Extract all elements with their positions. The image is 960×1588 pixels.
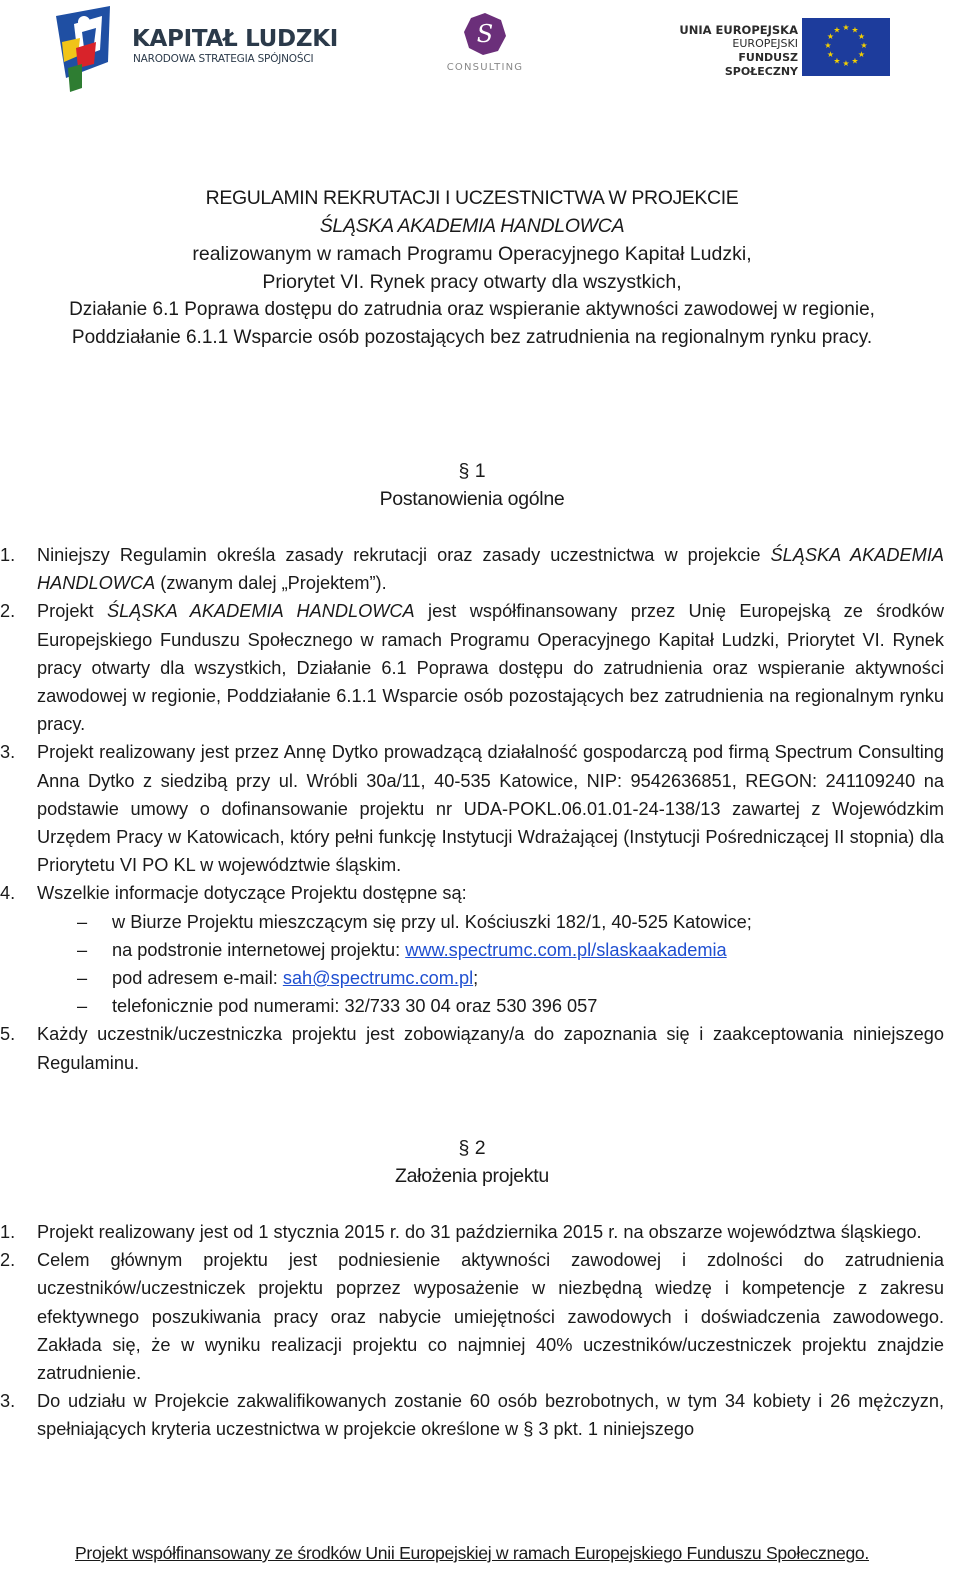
eu-flag-icon <box>802 18 890 76</box>
item-text: Do udziału w Projekcie zakwalifikowanych zostanie 60 osób bezrobotnych, w tym 34 kobiety i 26 mężczyzn, spełniających kryteria uczestnictwa w projekcie określone w § 3 pkt. 1 niniejszego <box>37 1391 944 1440</box>
email-label: pod adresem e-mail: <box>112 968 283 989</box>
svg-text:★: ★ <box>833 25 841 35</box>
list-item <box>0 1246 944 1387</box>
eu-caption <box>676 23 798 79</box>
section-1-heading <box>0 457 944 513</box>
item-text: Niniejszy Regulamin określa zasady rekrutacji oraz zasady uczestnictwa w projekcie <box>37 545 771 565</box>
svg-text:★: ★ <box>826 32 835 41</box>
title-project-name: ŚLĄSKA AKADEMIA HANDLOWCA <box>319 215 625 237</box>
kapital-ludzki-logo <box>52 2 342 92</box>
item-number: 1. <box>0 545 16 565</box>
section-2-name: Założenia projektu <box>395 1165 549 1187</box>
list-item <box>0 1020 944 1076</box>
email-suffix: ; <box>473 968 479 989</box>
contact-website <box>37 936 944 964</box>
title-line-5: Działanie 6.1 Poprawa dostępu do zatrudnia oraz wspieranie aktywności zawodowej w regionie, <box>69 299 875 320</box>
title-line-4: Priorytet VI. Rynek pracy otwarty dla wszystkich, <box>262 271 682 293</box>
section-2-symbol: § 2 <box>458 1137 486 1159</box>
title-line-3: realizowanym w ramach Programu Operacyjnego Kapitał Ludzki, <box>192 243 752 265</box>
svg-text:★: ★ <box>857 50 866 59</box>
svg-text:★: ★ <box>851 25 859 35</box>
item-text: Projekt <box>37 601 107 622</box>
eu-line3: FUNDUSZ SPOŁECZNY <box>724 51 798 78</box>
contact-sublist <box>37 908 944 1021</box>
svg-text:★: ★ <box>826 50 835 59</box>
eu-line1: UNIA EUROPEJSKA <box>679 23 798 37</box>
website-link[interactable]: www.spectrumc.com.pl/slaskaakademia <box>405 939 727 960</box>
item-number: 3. <box>0 1391 16 1412</box>
item-number: 5. <box>0 1024 16 1045</box>
title-line-6: Poddziałanie 6.1.1 Wsparcie osób pozostających bez zatrudnienia na regionalnym rynku pracy. <box>71 327 873 348</box>
list-item <box>0 597 944 738</box>
list-item <box>0 1387 944 1443</box>
kapital-ludzki-title: KAPITAŁ LUDZKI <box>132 26 338 52</box>
spectrum-consulting-logo <box>440 12 530 82</box>
svg-text:★: ★ <box>857 32 866 41</box>
item-text: Każdy uczestnik/uczestniczka projektu jest zobowiązany/a do zapoznania się i zaakceptowania niniejszego Regulaminu. <box>37 1024 944 1073</box>
phone-text: telefonicznie pod numerami: 32/733 30 04 oraz 530 396 057 <box>112 996 598 1017</box>
list-item <box>0 541 944 597</box>
kapital-ludzki-subtitle: NARODOWA STRATEGIA SPÓJNOŚCI <box>133 53 314 65</box>
project-name: ŚLĄSKA AKADEMIA HANDLOWCA <box>106 601 415 622</box>
item-text: jest współfinansowany przez Unię Europejską ze środków Europejskiego Funduszu Społecznego w ramach Programu Operacyjnego Kapitał Ludzki, Priorytet VI. Rynek pracy otwarty dla wszystkich, Działanie 6.1 Poprawa dostępu do zatrudnienia oraz wspieranie aktywności zawodowej w regionie, Poddziałanie 6.1.1 Wsparcie osób pozostających bez zatrudnienia na regionalnym rynku pracy. <box>37 601 944 735</box>
svg-text:S: S <box>476 20 494 48</box>
item-number: 3. <box>0 742 16 763</box>
document-title <box>0 184 944 352</box>
svg-text:★: ★ <box>842 23 850 32</box>
section-1-symbol: § 1 <box>458 460 486 482</box>
dash-bullet: – <box>77 939 88 960</box>
contact-email <box>37 964 944 992</box>
list-item <box>0 1218 944 1246</box>
consulting-monogram-icon <box>463 12 507 56</box>
section-2-list <box>0 1218 944 1444</box>
item-text: Celem głównym projektu jest podniesienie aktywności zawodowej i zdolności do zatrudnienia uczestników/uczestniczek projektu poprzez wyposażenie w niezbędną wiedzę i kompetencje z zakresu efektywnego poszukiwania pracy oraz nabycie umiejętności zawodowych i doświadczenia zawodowego. Zakłada się, że w wyniku realizacji projektu co najmniej 40% uczestników/uczestniczek projektu znajdzie zatrudnienie. <box>37 1250 944 1384</box>
office-text: w Biurze Projektu mieszczącym się przy ul. Kościuszki 182/1, 40-525 Katowice; <box>112 911 752 932</box>
item-text: Projekt realizowany jest od 1 stycznia 2015 r. do 31 października 2015 r. na obszarze województwa śląskiego. <box>37 1222 922 1242</box>
contact-phone <box>37 992 944 1020</box>
svg-text:★: ★ <box>842 59 850 68</box>
svg-text:★: ★ <box>851 56 859 66</box>
contact-office <box>37 908 944 936</box>
item-number: 1. <box>0 1222 16 1242</box>
item-text: Projekt realizowany jest przez Annę Dytko prowadzącą działalność gospodarczą pod firmą Spectrum Consulting Anna Dytko z siedzibą przy ul. Wróbli 30a/11, 40-535 Katowice, NIP: 9542636851, REGON: 241109240 na podstawie umowy o dofinansowanie projektu nr UDA-POKL.06.01.01-24-138/13 zawartej z Wojewódzkim Urzędem Pracy w Katowicach, który pełni funkcję Instytucji Wdrażającej (Instytucji Pośredniczącej II stopnia) dla Priorytetu VI PO KL w województwie śląskim. <box>37 742 944 876</box>
project-name: ŚLĄSKA AKADEMIA HANDLOWCA <box>37 545 944 594</box>
dash-bullet: – <box>77 968 88 989</box>
section-2-heading <box>0 1134 944 1190</box>
item-text: Wszelkie informacje dotyczące Projektu dostępne są: <box>37 883 467 904</box>
section-1-name: Postanowienia ogólne <box>379 488 565 510</box>
item-text: (zwanym dalej „Projektem”). <box>155 573 387 594</box>
item-number: 2. <box>0 601 16 622</box>
dash-bullet: – <box>77 911 88 932</box>
page-header <box>0 0 960 100</box>
page-footer: Projekt współfinansowany ze środków Unii Europejskiej w ramach Europejskiego Funduszu Społecznego. <box>74 1543 870 1563</box>
consulting-text: CONSULTING <box>446 62 524 73</box>
list-item <box>0 738 944 879</box>
eu-line2: EUROPEJSKI <box>732 37 798 50</box>
dash-bullet: – <box>77 996 88 1017</box>
svg-text:★: ★ <box>824 41 832 50</box>
eu-logo <box>676 18 892 78</box>
list-item <box>0 879 944 1020</box>
svg-text:★: ★ <box>833 56 841 66</box>
email-link[interactable]: sah@spectrumc.com.pl <box>282 968 474 989</box>
svg-text:★: ★ <box>860 41 868 50</box>
item-number: 4. <box>0 883 16 904</box>
title-line-1: REGULAMIN REKRUTACJI I UCZESTNICTWA W PROJEKCIE <box>205 187 739 209</box>
kapital-ludzki-emblem-icon <box>52 2 128 92</box>
item-number: 2. <box>0 1250 16 1271</box>
website-label: na podstronie internetowej projektu: <box>112 939 406 960</box>
section-1-list <box>0 541 944 1077</box>
